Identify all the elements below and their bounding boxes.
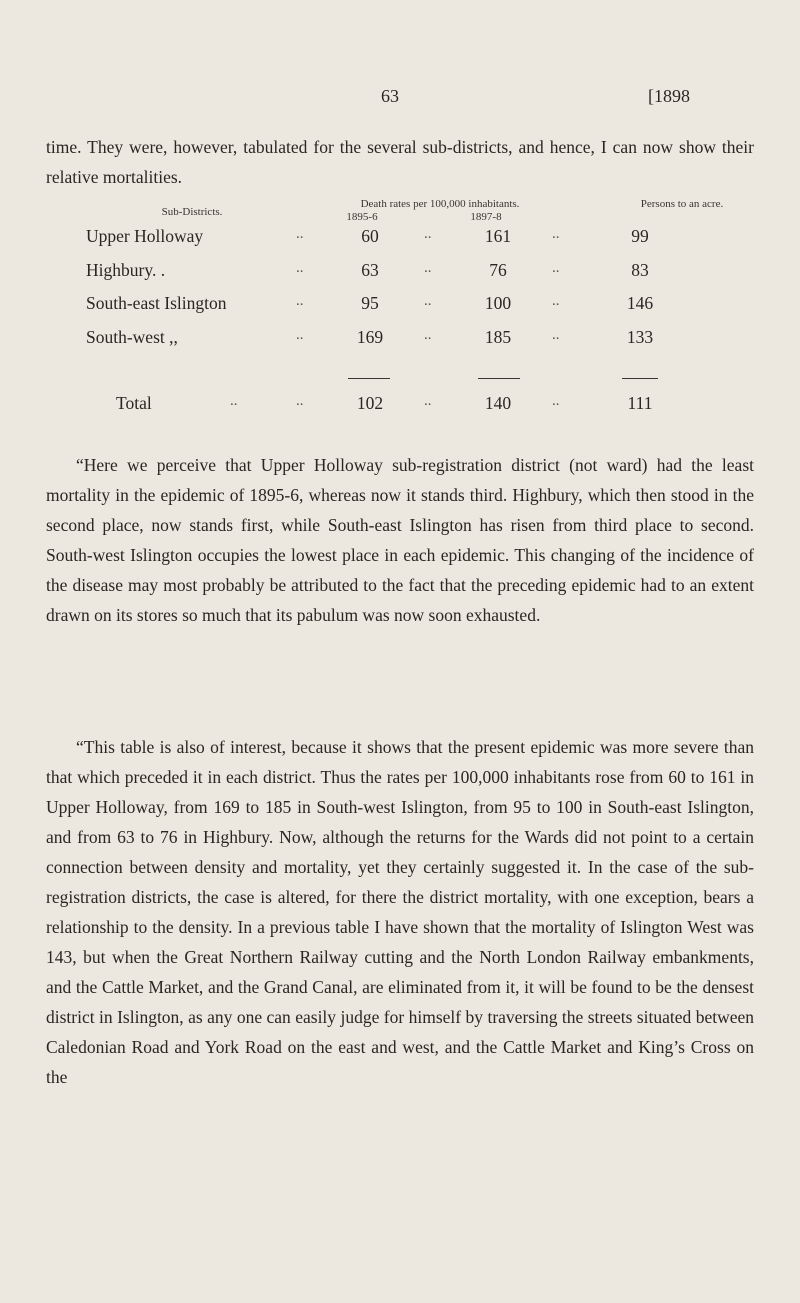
total-rule [622,378,658,379]
column-header-subdistricts: Sub-Districts. [161,206,223,218]
leader-dots: .. [296,393,304,409]
leader-dots: .. [230,393,238,409]
table-row [0,260,800,290]
leader-dots: .. [552,260,560,276]
total-rate-1895: 102 [356,393,384,413]
paragraph-mortality-discussion: “Here we perceive that Upper Holloway sub-registration district (not ward) had the least mortality in the epidemic of 1895-6, whereas now it stands third. Highbury, which then stood in the second place, now stands first, while South-east Islington has risen from third place to second. South-west Islington occupies the lowest place in each epidemic. This changing of the incidence of the disease may most probably be attributed to the fact that the preceding epidemic had to an extent drawn on its stores so much that its pabulum was now soon exhausted. [46,455,754,625]
leader-dots: .. [424,393,432,409]
row-subdistrict-name: South-east Islington [86,293,227,313]
leader-dots: .. [552,327,560,343]
row-rate-1897: 185 [484,327,512,347]
row-subdistrict-name: Highbury. . [86,260,166,280]
column-header-death-rates: Death rates per 100,000 inhabitants. [360,198,520,210]
column-header-persons-per-acre: Persons to an acre. [640,198,724,210]
leader-dots: .. [424,226,432,242]
total-rate-1897: 140 [484,393,512,413]
row-rate-1895: 169 [356,327,384,347]
table-total-row [0,393,800,423]
row-rate-1895: 60 [361,226,379,246]
row-persons-per-acre: 133 [626,327,654,347]
total-persons-per-acre: 111 [627,393,653,413]
page-header [0,86,800,116]
page-number: 63 [381,86,399,106]
row-persons-per-acre: 99 [631,226,649,246]
leader-dots: .. [424,327,432,343]
leader-dots: .. [296,226,304,242]
row-rate-1895: 63 [361,260,379,280]
row-subdistrict-name: South-west ,, [86,327,178,347]
row-rate-1897: 161 [484,226,512,246]
paragraph-intro: time. They were, however, tabulated for the several sub-districts, and hence, I can now show their relative mortalities. [46,137,754,187]
table-row [0,327,800,357]
leader-dots: .. [552,293,560,309]
leader-dots: .. [552,393,560,409]
row-persons-per-acre: 83 [631,260,649,280]
row-rate-1897: 76 [489,260,507,280]
leader-dots: .. [296,260,304,276]
total-label: Total [116,393,152,413]
column-header-year-1897: 1897-8 [470,211,502,223]
table-row [0,293,800,323]
column-header-year-1895: 1895-6 [346,211,378,223]
report-year: [1898 [648,86,690,106]
row-rate-1897: 100 [484,293,512,313]
paragraph-density-discussion: “This table is also of interest, because it shows that the present epidemic was more severe than that which preceded it in each district. Thus the rates per 100,000 inhabitants rose from 60 to 161 in Upper Holloway, from 169 to 185 in South-west Islington, from 95 to 100 in South-east Islington, and from 63 to 76 in Highbury. Now, although the returns for the Wards did not point to a certain connection between density and mortality, yet they certainly suggested it. In the case of the sub-registration districts, the case is altered, for there the district mortality, with one exception, bears a relationship to the density. In a previous table I have shown that the mortality of Islington West was 143, but when the Great Northern Railway cutting and the North London Railway embankments, and the Cattle Market, and the Grand Canal, are eliminated from it, it will be found to be the densest district in Islington, as any one can easily judge for himself by traversing the streets situated between Caledonian Road and York Road on the east and west, and the Cattle Market and King’s Cross on the [46,737,754,1087]
leader-dots: .. [552,226,560,242]
leader-dots: .. [424,293,432,309]
row-subdistrict-name: Upper Holloway [86,226,204,246]
total-rule [348,378,390,379]
table-row [0,226,800,256]
total-rule [478,378,520,379]
leader-dots: .. [424,260,432,276]
row-persons-per-acre: 146 [626,293,654,313]
leader-dots: .. [296,293,304,309]
leader-dots: .. [296,327,304,343]
row-rate-1895: 95 [361,293,379,313]
